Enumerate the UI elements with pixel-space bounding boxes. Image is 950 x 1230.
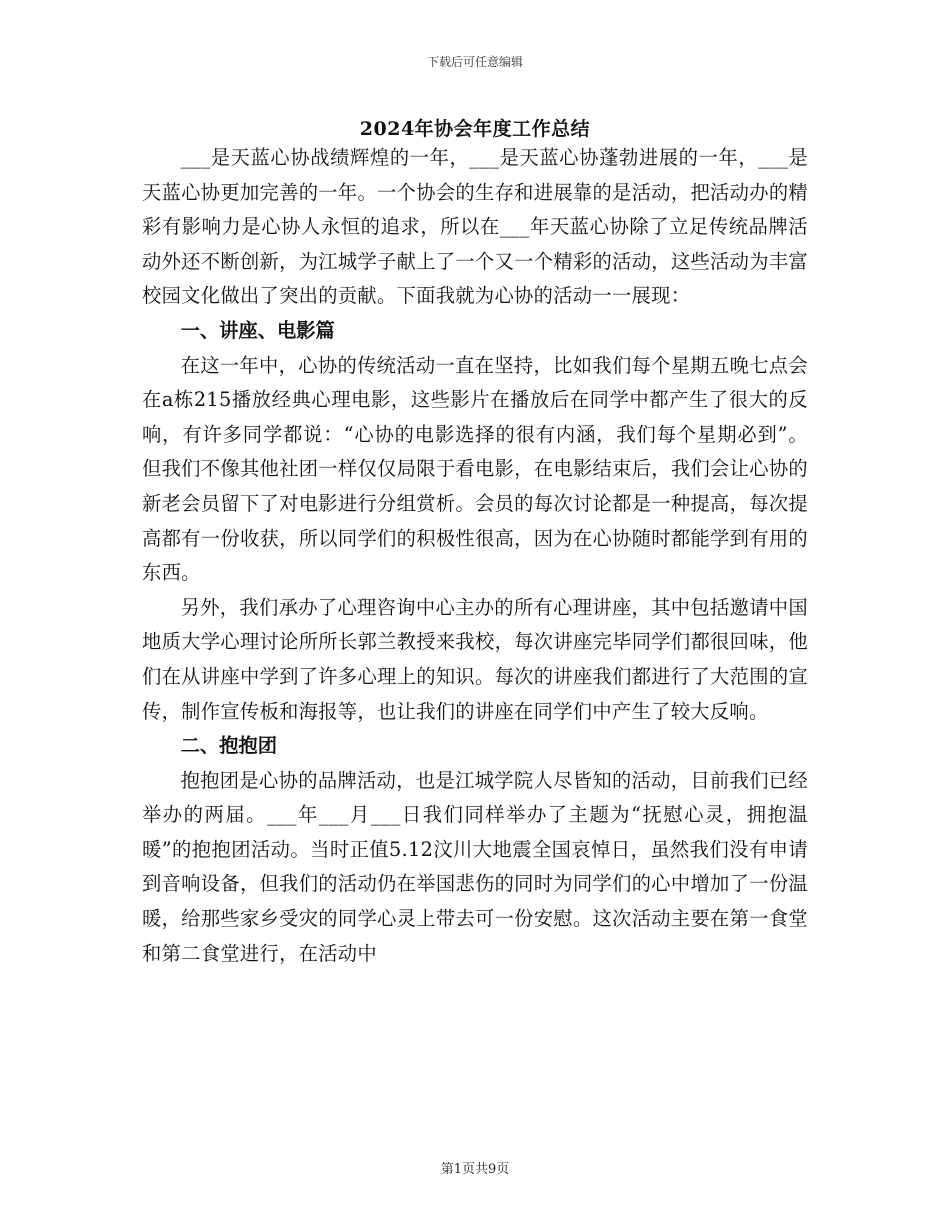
- page-number-footer: 第1页共9页: [440, 1162, 510, 1177]
- lectures-films-paragraph-1: 在这一年中，心协的传统活动一直在坚持，比如我们每个星期五晚七点会在a栋215播放经典心理电影，这些影片在播放后在同学中都产生了很大的反响，有许多同学都说：“心协的电影选择的很有内涵，我们每个星期必到”。但我们不像其他社团一样仅仅局限于看电影，在电影结束后，我们会让心协的新老会员留下了对电影进行分组赏析。会员的每次讨论都是一种提高，每次提高都有一份收获，所以同学们的积极性很高，因为在心协随时都能学到有用的东西。: [142, 353, 808, 585]
- page-header-note: 下载后可任意编辑: [426, 55, 523, 69]
- lectures-films-paragraph-2: 另外，我们承办了心理咨询中心主办的所有心理讲座，其中包括邀请中国地质大学心理讨论所所长郭兰教授来我校，每次讲座完毕同学们都很回味，他们在从讲座中学到了许多心理上的知识。每次的讲座我们都进行了大范围的宣传，制作宣传板和海报等，也让我们的讲座在同学们中产生了较大反响。: [142, 595, 808, 723]
- section-heading-lectures-films: 一、讲座、电影篇: [180, 318, 335, 342]
- hug-group-paragraph-1: 抱抱团是心协的品牌活动，也是江城学院人尽皆知的活动，目前我们已经举办的两届。___年___月___日我们同样举办了主题为“抚慰心灵，拥抱温暖”的抱抱团活动。当时正值5.12汶川大地震全国哀悼日，虽然我们没有申请到音响设备，但我们的活动仍在举国悲伤的同时为同学们的心中增加了一份温暖，给那些家乡受灾的同学心灵上带去可一份安慰。这次活动主要在第一食堂和第二食堂进行，在活动中: [142, 768, 808, 965]
- intro-paragraph: ___是天蓝心协战绩辉煌的一年，___是天蓝心协蓬勃进展的一年，___是天蓝心协更加完善的一年。一个协会的生存和进展靠的是活动，把活动办的精彩有影响力是心协人永恒的追求，所以在___年天蓝心协除了立足传统品牌活动外还不断创新，为江城学子献上了一个又一个精彩的活动，这些活动为丰富校园文化做出了突出的贡献。下面我就为心协的活动一一展现：: [142, 146, 808, 308]
- document-body: [142, 141, 808, 971]
- document-title: 2024年协会年度工作总结: [359, 118, 591, 140]
- section-heading-hug-group: 二、抱抱团: [180, 734, 277, 758]
